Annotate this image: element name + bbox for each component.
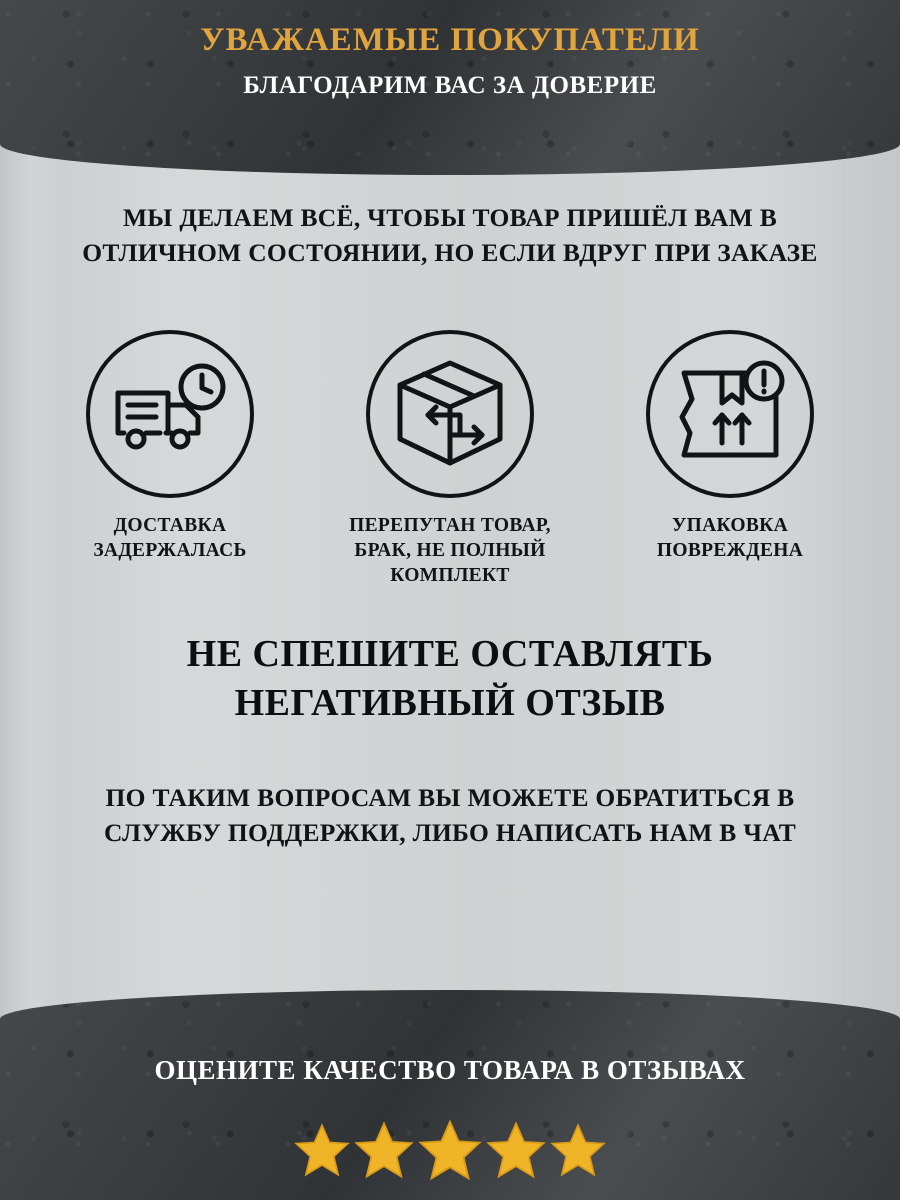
main-heading: НЕ СПЕШИТЕ ОСТАВЛЯТЬ НЕГАТИВНЫЙ ОТЗЫВ — [186, 633, 714, 725]
issue-caption-damaged-package: УПАКОВКА ПОВРЕЖДЕНА — [656, 515, 804, 561]
star-icon[interactable] — [354, 1120, 414, 1180]
delivery-truck-clock-icon — [86, 330, 254, 498]
issue-item-damaged-package — [605, 330, 855, 564]
main-body-text: ПО ТАКИМ ВОПРОСАМ ВЫ МОЖЕТЕ ОБРАТИТЬСЯ В СЛУЖБУ ПОДДЕРЖКИ, ЛИБО НАПИСАТЬ НАМ В ЧАТ — [103, 783, 797, 848]
issue-caption-delivery-delay: ДОСТАВКА ЗАДЕРЖАЛАСЬ — [93, 515, 247, 561]
star-icon[interactable] — [418, 1118, 482, 1182]
damaged-package-icon — [646, 330, 814, 498]
issue-item-wrong-item — [325, 330, 575, 588]
header-subtitle: БЛАГОДАРИМ ВАС ЗА ДОВЕРИЕ — [243, 72, 657, 100]
star-icon[interactable] — [486, 1120, 546, 1180]
intro-paragraph: МЫ ДЕЛАЕМ ВСЁ, ЧТОБЫ ТОВАР ПРИШЁЛ ВАМ В ОТЛИЧНОМ СОСТОЯНИИ, НО ЕСЛИ ВДРУГ ПРИ ЗАКАЗЕ — [82, 203, 818, 268]
issue-item-delivery-delay — [45, 330, 295, 564]
issues-icon-row — [45, 330, 855, 588]
star-icon[interactable] — [294, 1122, 350, 1178]
footer-text: ОЦЕНИТЕ КАЧЕСТВО ТОВАРА В ОТЗЫВАХ — [154, 1054, 746, 1085]
star-icon[interactable] — [550, 1122, 606, 1178]
page-title: УВАЖАЕМЫЕ ПОКУПАТЕЛИ — [200, 22, 700, 58]
rating-stars[interactable] — [0, 1118, 900, 1182]
issue-caption-wrong-item: ПЕРЕПУТАН ТОВАР, БРАК, НЕ ПОЛНЫЙ КОМПЛЕКТ — [349, 515, 551, 586]
header-text-block — [0, 22, 900, 102]
box-return-arrow-icon — [366, 330, 534, 498]
